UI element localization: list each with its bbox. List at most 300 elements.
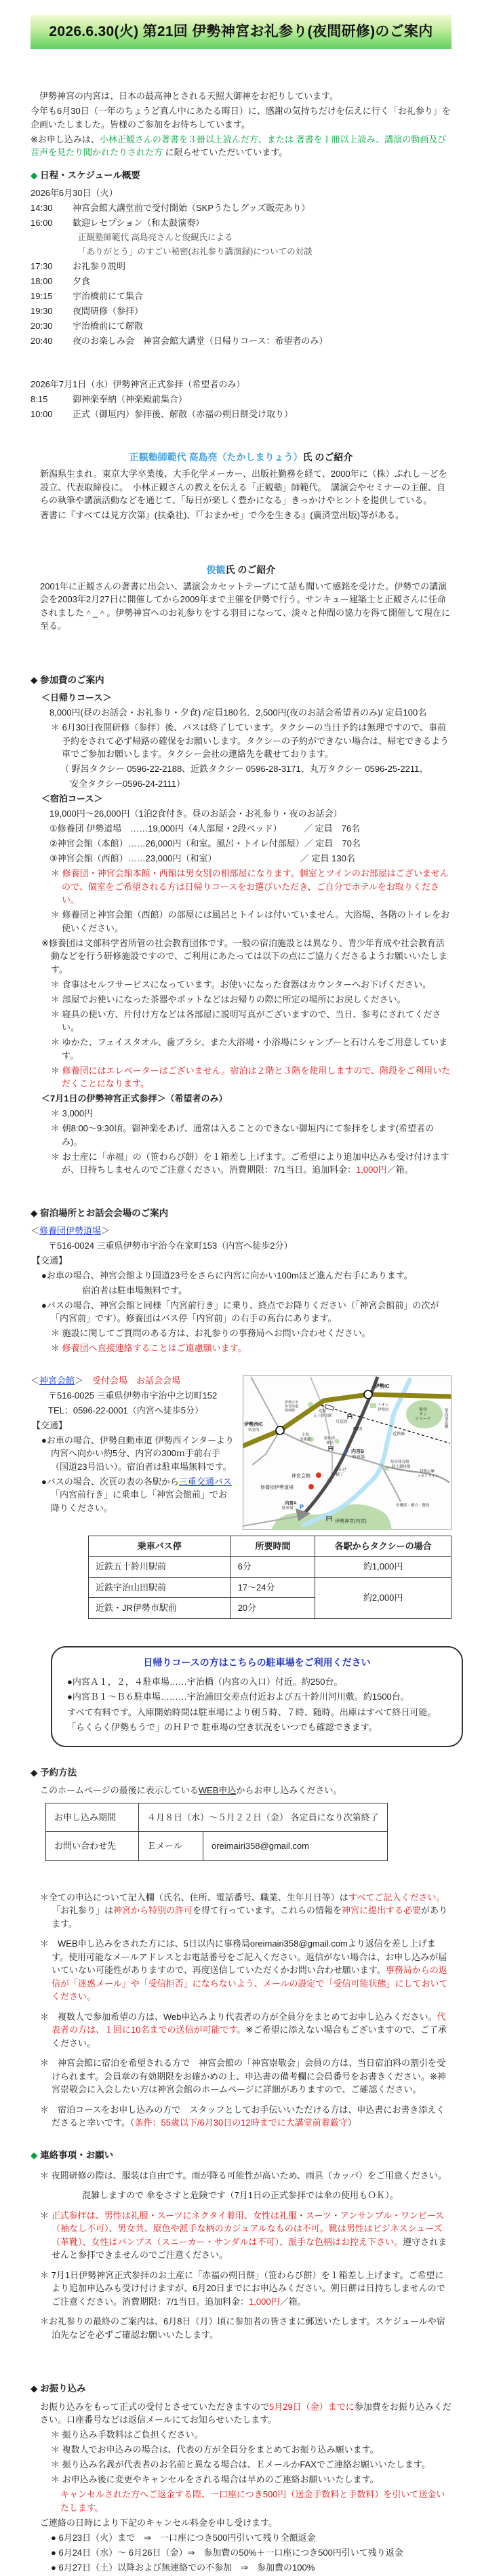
text-segment: キャンセルされた方へご返金する際、一口座につき500円（送金手数料と手数料）を引いて送金いたします。	[60, 2489, 445, 2513]
text-segment: ● 6月23日（火）まで ⇒ 一口座につき500円引いて残り全額返金	[51, 2532, 316, 2543]
bus-table-header-time: 所要時間	[230, 1536, 315, 1557]
text-segment: ＊	[51, 1065, 62, 1076]
text-segment: 伊勢神宮の内宮は、日本の最高神とされる天照大御神をお祀りしています。	[31, 91, 338, 101]
bus-table-header-taxi: 各駅からタクシーの場合	[315, 1536, 451, 1557]
text-segment: ＊ 7月1日伊勢神宮正式参拝のお土産に「赤福の朔日餅」（笹わらび餅）を１箱差し上げます。ご希望により追加申込みも受け付けますが、6月20日までにお申込みください。朔日餅は日持ちしませんのでご注意ください。消費期限：7/1当日。追加料金：	[40, 2269, 445, 2307]
map-label: 至鳥羽志摩	[443, 1407, 447, 1428]
page-title: 2026.6.30(火) 第21回 伊勢神宮お礼参り(夜間研修)のご案内	[49, 24, 433, 40]
payment-intro	[40, 2400, 451, 2427]
map-label: 伊勢IC	[374, 1382, 390, 1389]
contact-note	[40, 2169, 451, 2183]
bus-stop-cell: 近鉄宇治山田駅前	[89, 1577, 231, 1598]
text-segment: ◆	[31, 170, 38, 180]
text-segment: ／箱。	[279, 2296, 306, 2307]
section-heading-lodging	[31, 1207, 451, 1220]
text-segment: ※ご希望に添えない場合もございますので、ご了承ください。	[52, 2025, 447, 2048]
reserve-email-value: oreimairi358@gmail.com	[203, 1832, 388, 1861]
text-segment: ◆ 参加費のご案内	[31, 674, 104, 685]
map-label: 駐車場	[353, 1455, 365, 1460]
map-label: 伊勢店	[378, 1407, 389, 1412]
text-segment: ＊ 複数人で参加希望の方は、Web申込みより代表者の方が全員分をまとめてお申し込みください。	[40, 2011, 437, 2022]
lodging-line	[48, 1239, 451, 1253]
schedule-time: 20:40	[31, 336, 53, 347]
document-content	[0, 90, 482, 2574]
text-segment: ◆	[31, 2149, 38, 2160]
text-segment: ※お申し込みは、	[31, 134, 100, 144]
schedule-desc: 夕食	[73, 276, 91, 287]
schedule-row	[31, 334, 451, 348]
reserve-note	[40, 2010, 451, 2050]
schedule-list	[31, 201, 451, 348]
text-segment: お振り込みをもって正式の受付とさせていただきますので	[40, 2401, 270, 2412]
fees-line	[41, 937, 451, 977]
text-segment: 8,000円(昼のお話会・お礼参り・夕食) /定員180名．2,500円(夜のお話会希望者のみ)/ 定員100名	[49, 707, 427, 718]
fees-line	[70, 777, 451, 791]
map-label: 五十鈴川駅	[313, 1413, 332, 1418]
text-segment: ③神宮会館（西館）……23,000円（和室） ／ 定員 130名	[49, 853, 355, 863]
map-label: 近鉄	[319, 1409, 327, 1413]
text-segment: 「内宮前行き」に乗車し「神宮会館前」でお降りください。	[51, 1489, 228, 1513]
text-segment: 1,000円	[249, 2296, 280, 2307]
fees-line	[51, 908, 451, 935]
text-segment: ●バスの場合、次頁の表の各駅から	[41, 1476, 179, 1487]
text-segment: があります。	[52, 1905, 448, 1929]
text-segment: 1,000円	[356, 1165, 387, 1175]
text-segment: ◆ お振り込み	[31, 2383, 86, 2394]
map-label: R23	[353, 1426, 362, 1432]
text-segment: 2001年に正観さんの著書に出会い、講演会カセットテープにて話も聞いて感銘を受けた。伊勢での講演会を2003年2月27日に開催してから2009年まで主催を伊勢で行う。サンキュー建築士と正観さんに任命されました＾_＾。伊勢神宮へのお礼参りをする羽目になって、淡々と仲間の協力を得て開催して現在に至る。	[40, 581, 450, 631]
text-segment: を得て行っています。これらの情報を	[193, 1905, 342, 1915]
parking-line	[67, 1690, 447, 1704]
speaker-bio-shunkan	[31, 580, 451, 633]
text-segment: ●内宮Ｂ１～Ｂ６駐車場………宇治浦田交差点付近および五十鈴川河川敷。約1500台。	[67, 1692, 409, 1702]
schedule-desc: 宇治橋前にて解散	[73, 321, 144, 332]
text-segment: 遵守されませんと参拝できませんのでご注意ください。	[52, 2236, 447, 2261]
lodging-line	[51, 1327, 451, 1340]
text-segment: ＊ WEB申し込みをされた方には、5日以内に事務局oreimairi358@gmail.comより返信を差し上げます。使用可能なメールアドレスとお電話番号をご記入ください。返信がない場合は、お申し込みが届いていない可能性がありますので、再度送信していただくかお問い合わせ願います。	[40, 1938, 447, 1975]
map-label: 伊勢神宮(内宮)	[335, 1519, 367, 1524]
contact-note	[40, 2315, 451, 2341]
payment-note	[51, 2531, 451, 2545]
text-segment: ＊	[40, 2210, 52, 2221]
text-segment: ）	[347, 2118, 357, 2128]
parking-line	[67, 1706, 447, 1719]
schedule-date-1: 2026年6月30日（火）	[31, 187, 118, 198]
text-segment: ＊ お申込み後に変更やキャンセルをされる場合は早めのご連絡お願いいたします。	[51, 2474, 379, 2484]
text-segment: ＊	[51, 868, 62, 878]
text-segment: 代表者の方は、１回に10名までの送信が可能です。	[52, 2011, 446, 2035]
table-row	[89, 1577, 451, 1598]
dojo-heading	[31, 1224, 451, 1238]
schedule-row	[31, 260, 451, 273]
shuyodan-dot	[308, 1484, 314, 1489]
text-segment: 著書に『すべては見方次第』(扶桑社)、『「おまかせ」で今を生きる』(廣済堂出版)等がある。	[40, 510, 405, 521]
schedule-list-2	[31, 393, 451, 421]
text-segment: 【交通】	[32, 1420, 68, 1430]
text-segment: TEL：0596-22-0001（内宮へ徒歩5分）	[48, 1405, 204, 1416]
fees-line	[51, 1064, 451, 1091]
fees-line	[51, 1150, 451, 1177]
fees-line	[51, 1107, 451, 1120]
text-segment: ＊ 宿泊コースをお申し込みの方で スタッフとしてお手伝いいただける方は、申込書にお書き添えくださると幸いです。（	[40, 2104, 445, 2128]
text-segment: ＞	[75, 1375, 93, 1386]
schedule-row	[31, 305, 451, 318]
text-segment: ◆ 予約方法	[31, 1767, 77, 1778]
text-segment: ＊ 3,000円	[51, 1108, 94, 1118]
schedule-row	[31, 393, 451, 406]
text-segment: ＊ 振り込み手数料はご負担ください。	[51, 2429, 203, 2440]
kaikan-block	[31, 1374, 451, 1524]
schedule-time: 17:30	[31, 261, 53, 272]
section-heading-contact	[31, 2149, 451, 2162]
schedule-row	[31, 275, 451, 288]
schedule-row	[31, 216, 451, 230]
text-segment: ＜宿泊コース＞	[41, 794, 103, 804]
link[interactable]: 神宮会館	[39, 1375, 75, 1386]
text-segment: 神宮に提出する必要	[342, 1905, 422, 1915]
text-segment: 新潟県生まれ。東京大学卒業後、大手化学メーカー、出版社勤務を経て、2000年に（株）ぷれし〜どを設立、代表取締役に。 小林正観さんの教えを伝える「正観塾」師範代。 講演会やセミナーの主催、自らの執筆や講演活動などを通じて、「毎日が楽しく豊かになる」きっかけやヒントを提供している。	[40, 469, 447, 506]
bus-table-header-stop: 乗車バス停	[89, 1536, 231, 1557]
payment-note	[51, 2473, 451, 2486]
intro-paragraph	[31, 104, 451, 131]
fees-line	[51, 867, 451, 907]
schedule-desc: 夜間研修（参拝）	[73, 306, 144, 317]
fees-line	[49, 807, 451, 821]
map-label: 猿田彦	[324, 1436, 336, 1441]
map-label: 参宮街道	[285, 1404, 299, 1409]
map-label: スカイライン	[417, 1474, 439, 1479]
text-segment: ●バスの場合、神宮会館と同様「内宮前行き」に乗り、終点でお降りください（「神宮会館前」の次が「内宮前」です）。修養団はバス停「内宮前」の右手の高台にあります。	[41, 1300, 439, 1324]
schedule-time: 14:30	[31, 202, 53, 213]
schedule-desc: 歓迎レセプション（和太鼓演奏）	[73, 217, 205, 228]
fees-line	[49, 837, 451, 851]
text-segment: ＜	[31, 1225, 40, 1236]
bus-table	[88, 1536, 451, 1619]
section-heading-payment	[31, 2382, 451, 2396]
fees-line	[60, 762, 451, 776]
text-segment: （ 野呂タクシー 0596-22-2188、近鉄タクシー 0596-28-3171、丸万タクシー 0596-25-2211、	[60, 764, 428, 774]
table-row	[46, 1803, 388, 1832]
text-segment: ●内宮Ａ１，２，４駐車場……宇治橋（内宮の入口）付近。約250台。	[67, 1676, 343, 1687]
text-segment: 正式参拝は、男性は礼服・スーツにネクタイ着用、女性は礼服・スーツ・アンサンブル・ワンピース（袖なし不可）、男女共、原色や派手な柄のカジュアルなものは不可。靴は男性はビジネスシューズ（革靴）、女性はパンプス（スニーカー・サンダルは不可）、派手な色柄はお控え下さい。	[51, 2210, 444, 2247]
contact-notes	[31, 2169, 451, 2342]
link[interactable]: 修養団伊勢道場	[39, 1225, 102, 1236]
lodging-line	[51, 1342, 451, 1355]
payment-note	[60, 2488, 451, 2514]
schedule-time: 20:30	[31, 321, 53, 332]
ise-ic-icon	[364, 1390, 372, 1399]
lodging-line	[41, 1299, 451, 1325]
text-segment: 5月29日（金）までに	[269, 2401, 355, 2412]
bus-stop-cell: 近鉄五十鈴川駅前	[89, 1557, 231, 1578]
section-heading-schedule	[31, 169, 451, 182]
fees-line	[51, 721, 451, 761]
schedule-desc: 宇治橋前にて集合	[73, 291, 144, 302]
schedule-row	[31, 246, 451, 258]
text-segment: ＊ ゆかた、フェイスタオル、歯ブラシ、また大浴場・小浴場にシャンプーと石けんをご用意しています。	[51, 1037, 448, 1061]
bio-paragraph	[40, 580, 451, 633]
text-segment: ＜日帰りコース＞	[41, 692, 112, 703]
lodging-line	[41, 1269, 451, 1283]
fees-line	[51, 1008, 451, 1034]
text-segment: ◆ 宿泊場所とお話会会場のご案内	[31, 1207, 169, 1218]
schedule-time	[31, 231, 78, 244]
schedule-row	[31, 319, 451, 333]
contact-note	[40, 2269, 451, 2309]
map-label: 神社	[326, 1441, 334, 1445]
text-segment: ＊ 夜間研修の際は、服装は自由です。雨が降る可能性が高いため、雨具（カッパ）をご用意ください。	[40, 2170, 447, 2181]
text-segment: ＊	[51, 1343, 62, 1354]
schedule-time: 16:00	[31, 217, 53, 228]
contact-note	[40, 2209, 451, 2262]
map-label: イオン	[378, 1403, 389, 1407]
bus-time-cell: 20分	[230, 1598, 315, 1619]
fees-line	[51, 993, 451, 1007]
text-segment: ＊ 施設に関してご質問のある方は、お礼参りの事務局へお問い合わせください。	[51, 1328, 371, 1339]
fees-line	[49, 706, 451, 720]
payment-note	[51, 2561, 451, 2575]
text-segment: からお申し込みください。	[236, 1785, 342, 1795]
map-label: アリーナ	[415, 1417, 431, 1422]
schedule-time: 19:30	[31, 306, 53, 317]
text-segment: 参加費をお振り込みください。口座番号などは返信メールにてお知らせいたします。	[40, 2401, 451, 2425]
schedule-desc: 「ありがとう」のすごい秘密(お礼参り講演録)についての対談	[78, 247, 313, 256]
text-segment: 「お礼参り」は	[52, 1905, 114, 1915]
text-segment: 氏 のご紹介	[225, 564, 276, 575]
fees-line	[51, 1036, 451, 1062]
schedule-row	[31, 290, 451, 303]
map-label: 横丁	[336, 1472, 344, 1477]
reserve-note	[40, 2056, 451, 2096]
payment-note	[51, 2443, 451, 2457]
contact-note	[82, 2189, 451, 2202]
parking-b-icon: P	[344, 1448, 349, 1456]
bus-taxi-cell: 約1,000円	[315, 1557, 451, 1578]
payment-notes	[31, 2428, 451, 2574]
payment-note	[51, 2428, 451, 2442]
bus-taxi-cell: 約2,000円	[315, 1577, 451, 1618]
text-segment: 【交通】	[32, 1255, 68, 1266]
text-segment: ご連絡の日時により下記のキャンセル料金を申し受けます。	[40, 2517, 277, 2528]
table-row	[89, 1557, 451, 1578]
reserve-contact-label: お問い合わせ先	[46, 1832, 139, 1861]
text-segment: ①修養団 伊勢道場 ……19,000円（4人部屋・2段ベッド） ／ 定員 76名	[49, 823, 361, 834]
lodging-line	[82, 1284, 451, 1297]
section-heading-reserve	[31, 1766, 451, 1780]
bus-time-cell: 17～24分	[230, 1577, 315, 1598]
map-label: 資料館	[285, 1408, 296, 1413]
intro-paragraph	[31, 133, 451, 159]
text-segment: ●お車の場合、神宮会館より国道23号をさらに内宮に向かい100mほど進んだ右手にあります。	[41, 1270, 413, 1281]
map-label: 伊勢志摩	[420, 1469, 435, 1474]
parking-box-title: 日帰りコースの方はこちらの駐車場をご利用ください	[143, 1656, 371, 1668]
fees-line	[41, 1092, 451, 1106]
text-segment: 俊観	[206, 564, 226, 575]
reserve-email-label: Ｅメール	[139, 1832, 203, 1861]
intro-paragraph	[31, 90, 451, 103]
map-label: 県営体育館	[390, 1460, 409, 1464]
text-segment: ●お車の場合、伊勢自動車道 伊勢西インターより内宮へ向かい約5分、内宮の300ｍ手前右手（国道23号沿い）。宿泊者は駐車場無料です。	[41, 1435, 234, 1472]
map-label: 県営	[419, 1407, 428, 1412]
bus-time-cell: 6分	[230, 1557, 315, 1578]
map-label: 伊勢古市	[285, 1400, 299, 1405]
schedule-time: 18:00	[31, 276, 53, 287]
map-label: おかげ	[334, 1468, 347, 1472]
map-label: 伊勢西IC	[244, 1422, 263, 1427]
schedule-desc: 夜のお楽しみ会 神宮会館大講堂（日帰りコース：希望者のみ）	[73, 336, 328, 347]
title-band	[31, 15, 451, 49]
bio-paragraph	[40, 509, 451, 522]
reserve-table	[45, 1803, 388, 1861]
text-segment: 日程・スケジュール概要	[37, 170, 140, 180]
schedule-desc: 神宮会館大講堂前で受付開始（SKPうたしグッズ販売あり）	[73, 202, 310, 213]
parking-line	[67, 1721, 447, 1734]
schedule-time	[31, 246, 78, 258]
text-segment: 〒516-0025 三重県伊勢市宇治中之切町152	[48, 1390, 218, 1401]
parking-box-body	[67, 1675, 447, 1734]
bus-stop-cell: 近鉄・JR伊勢市駅前	[89, 1598, 231, 1619]
schedule-row	[31, 408, 451, 421]
text-segment: ＜	[31, 1375, 40, 1386]
text-segment: ＊ お土産に「赤福」の（笹わらび餅）を１箱差し上げます。ご希望により追加申込みも受け付けますが、日持ちしませんのでご注意ください。消費期限：7/1当日。追加料金：	[51, 1151, 449, 1175]
schedule-desc: 正式（御垣内）参拝後、解散（赤福の朔日餅受け取り）	[73, 408, 294, 419]
schedule-row	[31, 231, 451, 244]
section-heading-fees	[31, 674, 451, 687]
text-segment: ＊ 複数人でお申込みの場合は、代表の方が全員分をまとめてお振り込み願います。	[51, 2444, 379, 2455]
text-segment: このホームページの最後に表示している	[40, 1785, 199, 1795]
payment-note	[51, 2458, 451, 2472]
reserve-period-value: ４月８日（水）～５月２２日（金） 各定員になり次第終了	[139, 1803, 388, 1832]
fees-line	[51, 978, 451, 992]
fees-list	[31, 691, 451, 1177]
map-label: 美術館	[300, 1437, 311, 1442]
speaker-heading-shunkan	[31, 563, 451, 577]
fees-line	[49, 822, 451, 836]
text-segment: ＊お礼参りの最終のご案内は、6月8日（月）頃に参加者の皆さまに郵送いたします。スケジュールや宿泊先などを必ずご確認お願いいたします。	[40, 2316, 445, 2340]
reserve-note	[40, 1937, 451, 2004]
text-segment: 修養団へ直接連絡することはご遠慮願います。	[62, 1343, 247, 1354]
text-segment: 「らくらく伊勢もうで」のＨＰで 駐車場の空き状況をいつでも確認できます。	[67, 1722, 378, 1733]
text-segment: 安全タクシー0596-24-2111）	[70, 779, 186, 789]
text-segment: ＊ 6月30日夜間研修（参拝）後、バスは終了しています。タクシーの当日予約は無理ですので、事前予約をされて必ず帰路の確保をお願いします。タクシーの予約ができない場合は、帰宅できるよう車でご参加お願いします。タクシー会社の連絡先を載せております。	[51, 722, 449, 759]
text-segment: 19,000円～26,000円（1泊2食付き。昼のお話会・お礼参り・夜のお話会）	[49, 808, 342, 819]
schedule-date-2: 2026年7月1日（水）伊勢神宮正式参拝（希望者のみ）	[31, 378, 245, 389]
jingu-kaikan-dot	[316, 1472, 321, 1478]
schedule-time: 10:00	[31, 408, 53, 419]
intro-section	[31, 90, 451, 159]
text-segment: 修養団にはエレベーターはございません。宿泊は２階と３階を使用しますので、階段をご利用いただくことになります。	[62, 1065, 451, 1089]
text-segment: ＊ 振り込み名義が代表者のお名前と異なる場合は、ＥメールかFAXでご連絡お願いいたします。	[51, 2459, 430, 2470]
access-map	[243, 1375, 451, 1530]
text-segment: 宿泊者は駐車場無料です。	[82, 1285, 187, 1295]
map-label: 至磯部・鵜方・賢島	[396, 1503, 430, 1508]
table-header-row	[89, 1536, 451, 1557]
text-segment: 連絡事項・お願い	[37, 2149, 114, 2160]
schedule-row	[31, 201, 451, 215]
map-label: 神宮会館	[292, 1473, 310, 1479]
text-segment: ②神宮会館（本館）……26,000円（和室。風呂・トイレ付部屋）／ 定員 70名	[49, 838, 361, 848]
text-segment: ／箱。	[386, 1165, 414, 1175]
map-label: 近鉄線	[393, 1432, 405, 1437]
ise-nishi-ic-icon	[276, 1426, 284, 1435]
lodging-line	[32, 1254, 451, 1268]
reserve-notes	[31, 1891, 451, 2130]
map-label: 駐車場	[282, 1506, 294, 1510]
text-segment: ＊ 神宮会館に宿泊を希望される方で 神宮会館の「神宮崇敬会」会員の方は、当日宿泊料の割引を受けられます。会員章の有効期限をお確かめの上、申込書の備考欄に会員番号をお書きください。※神宮崇敬会に入会したい方は神宮会館のホームページに詳細がありますので、ご確認ください。	[40, 2058, 446, 2094]
text-segment: すべてご記入ください。	[348, 1892, 445, 1902]
payment-note	[51, 2546, 451, 2560]
link[interactable]: WEB申込	[198, 1785, 237, 1795]
text-segment: ＊全ての申込について記入欄（氏名、住所、電話番号、職業、生年月日等）は	[40, 1892, 348, 1902]
text-segment: 今年も6月30日（一年のちょうど真ん中にあたる晦日）に、感謝の気持ちだけを伝えに行く「お礼参り」を企画いたしました。皆様のご参加をお待ちしています。	[31, 106, 451, 130]
schedule-desc: お礼参り説明	[73, 261, 126, 272]
text-segment: ＊ 食事はセルフサービスになっています。お使いになった食器はカウンターへお下げください。	[51, 979, 432, 990]
table-row	[46, 1832, 388, 1861]
text-segment: ＊ 朝8:00～9:30頃。御神楽をあげ、通常は入ることのできない御垣内にて参拝をします(希望者のみ)。	[51, 1123, 435, 1147]
schedule-desc: 御神楽奉納（神楽殿前集合）	[73, 393, 188, 404]
map-label: 陸上競技場	[392, 1464, 411, 1469]
map-label: 内宮A	[285, 1500, 297, 1506]
text-segment: 条件：55歳以下/6月30日の12時までに大講堂前着厳守	[134, 2118, 348, 2128]
fees-line	[41, 691, 451, 705]
parking-line	[67, 1675, 447, 1689]
text-segment: ● 6月27日（土）以降および無連絡での不参加 ⇒ 参加費の100%	[51, 2562, 315, 2573]
text-segment: ＊ 寝具の使い方、片付け方などは各部屋に説明写真がございますので、当日、参考にされてください。	[51, 1009, 441, 1032]
fees-line	[49, 852, 451, 865]
link[interactable]: 三重交通バス	[178, 1476, 232, 1487]
text-segment: ＊ 部屋でお使いになった茶器やポットなどはお帰りの際に所定の場所にお戻しください。	[51, 994, 406, 1004]
text-segment: 受付会場 お話会会場	[92, 1375, 181, 1386]
text-segment: 事務局からの返信が「迷惑メール」や「受信拒否」にならないよう、メールの設定で「受信可能状態」にしておいてください。	[52, 1965, 448, 2002]
text-segment: ＊ 修養団と神宮会館（西館）の部屋には風呂とトイレは付いていません。大浴場、各階のトイレをお使いください。	[51, 910, 450, 933]
reserve-period-label: お申し込み期間	[46, 1803, 139, 1832]
text-segment: ● 6月24日（水）～ 6月26日（金）⇒ 参加費の50%＋一口座につき500円引いて残り返金	[51, 2547, 403, 2558]
text-segment: 〒516-0024 三重県伊勢市宇治今在家町153（内宮へ徒歩2分）	[48, 1240, 293, 1251]
reserve-note	[40, 1891, 451, 1931]
fees-line	[51, 1122, 451, 1148]
map-label: サン	[419, 1412, 427, 1417]
dojo-info	[31, 1239, 451, 1355]
text-segment: 氏 のご紹介	[302, 452, 353, 463]
parking-a-icon: P	[300, 1503, 304, 1510]
text-segment: ＞	[101, 1225, 111, 1236]
map-label: 月読宮	[336, 1420, 348, 1424]
bio-paragraph	[40, 467, 451, 507]
text-segment: 小林正観さんの著書を３冊以上読んだ方、または 著書を１冊以上読み、講演の動画及び音声を見たり聞かれたりされた方	[31, 134, 447, 157]
map-label: 内宮B	[351, 1449, 365, 1454]
speaker-bio-takashima	[31, 467, 451, 522]
parking-box	[51, 1646, 463, 1747]
map-label: 修養団伊勢道場	[260, 1485, 294, 1490]
text-segment: に限らせていただいています。	[163, 147, 288, 157]
fees-line	[41, 792, 451, 806]
reserve-intro	[40, 1784, 451, 1797]
text-segment: 神宮から特別の許可	[113, 1905, 193, 1915]
text-segment: すべて有料です。入庫開始時間は駐車場により朝５時、７時、随時。出庫はすべて終日可能。	[67, 1706, 437, 1717]
payment-note	[40, 2516, 451, 2530]
speaker-heading-takashima	[31, 450, 451, 465]
text-segment: ※修養団は文部科学省所管の社会教育団体です。一般の宿泊施設とは異なり、青少年育成や社会教育活動などを行う研修施設ですので、ご利用にあたっては以下の点にご協力くださるようお願いいたします。	[41, 937, 447, 975]
schedule-time: 8:15	[31, 393, 48, 404]
text-segment: 混雑しますので 傘をさすと危険です（7月1日の正式参拝では傘の使用もＯＫ）。	[82, 2190, 399, 2201]
map-label: 料金所	[248, 1428, 260, 1432]
reserve-note	[40, 2103, 451, 2130]
map-label: 小坂	[302, 1432, 310, 1437]
text-segment: 正観塾師範代 高島亮（たかしまりょう）	[129, 452, 303, 463]
schedule-time: 19:15	[31, 291, 53, 302]
text-segment: ＜7月1日の伊勢神宮正式参拝＞（希望者のみ）	[41, 1093, 228, 1104]
schedule-desc: 正観塾師範代 高島亮さんと俊観氏による	[78, 232, 233, 242]
